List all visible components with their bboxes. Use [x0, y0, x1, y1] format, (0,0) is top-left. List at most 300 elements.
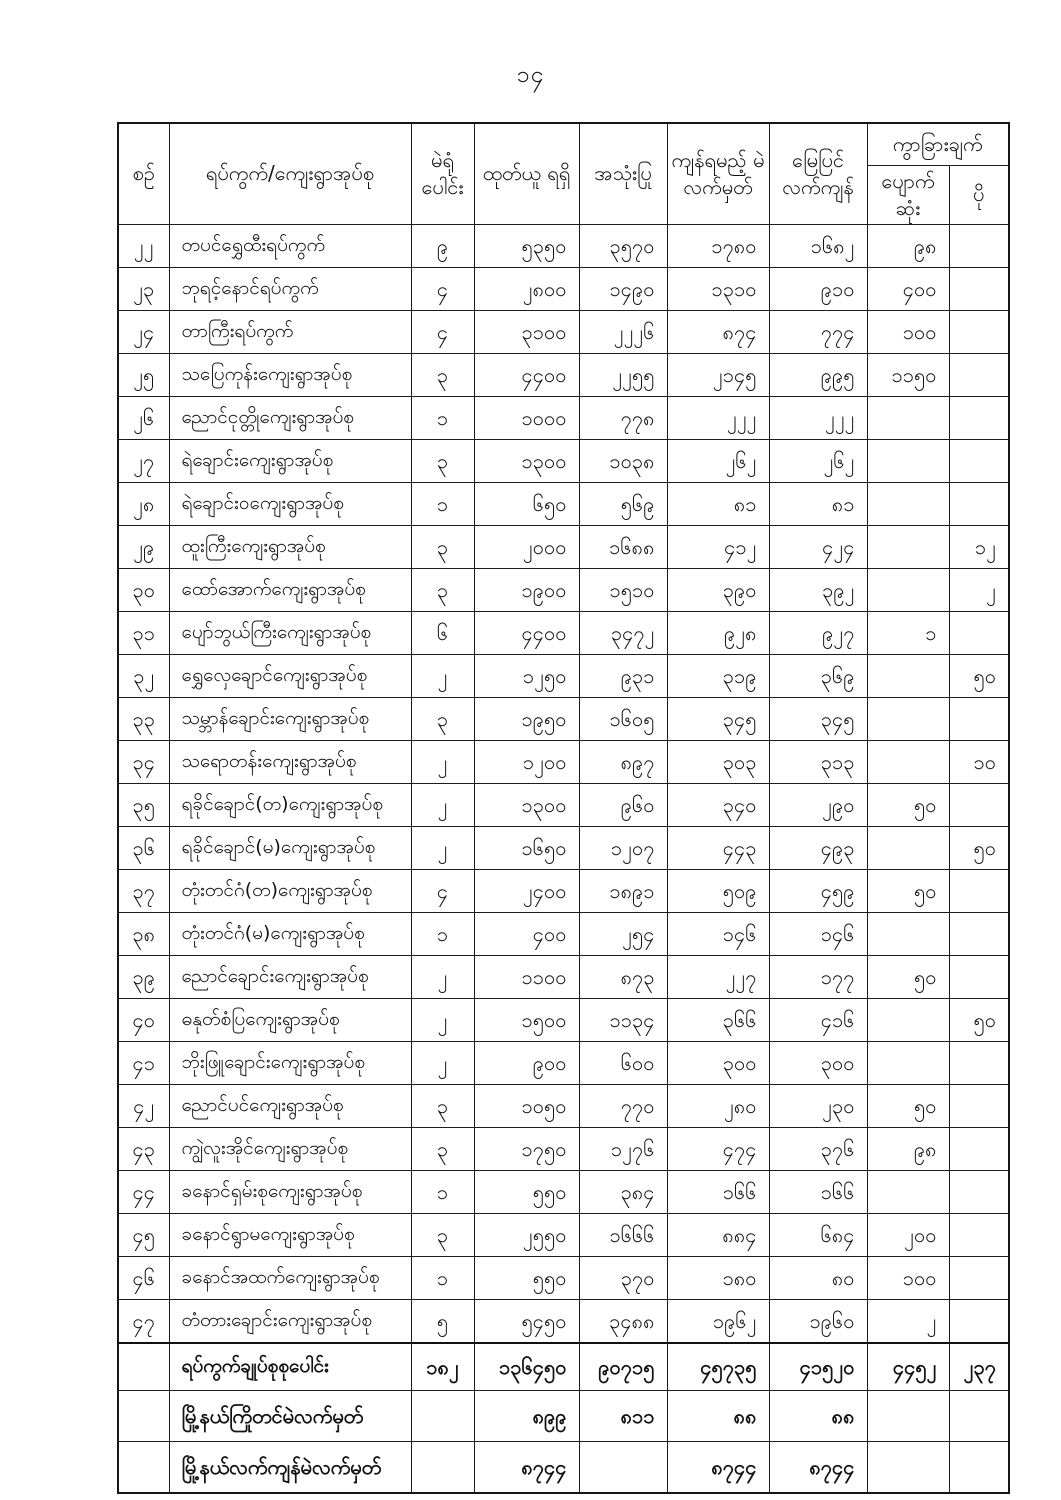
serial-cell: ၃၆ [118, 826, 169, 869]
header-stations: မဲရုံ ပေါင်း [411, 123, 474, 224]
ground-cell: ၆၈၄ [769, 1213, 867, 1256]
serial-cell [118, 1343, 169, 1391]
received-cell: ၁၂၀၀ [474, 740, 579, 783]
table-row [118, 1170, 1009, 1213]
extra-cell [949, 439, 1009, 482]
table-row [118, 1041, 1009, 1084]
lost-cell: ၁ [867, 611, 949, 654]
remaining-cell: ၈၇၄၄ [667, 1441, 769, 1493]
used-cell: ၃၇၀ [579, 1256, 667, 1299]
stations-cell: ၂ [411, 955, 474, 998]
table-row [118, 267, 1009, 310]
grand-total-row [118, 1343, 1009, 1391]
table-row [118, 439, 1009, 482]
received-cell: ၅၅၀ [474, 1170, 579, 1213]
table-row [118, 482, 1009, 525]
remaining-cell: ၁၇၈၀ [667, 224, 769, 267]
extra-cell: ၅၀ [949, 654, 1009, 697]
ballot-accounting-table [117, 122, 1010, 1494]
used-cell: ၁၅၁၀ [579, 568, 667, 611]
stations-cell: ၃ [411, 525, 474, 568]
lost-cell [867, 396, 949, 439]
name-cell: ရဲချောင်းဝကျေးရွာအုပ်စု [169, 482, 411, 525]
extra-cell: ၅၀ [949, 998, 1009, 1041]
used-cell: ၂၂၂၆ [579, 310, 667, 353]
lost-cell: ၅၀ [867, 783, 949, 826]
serial-cell: ၂၅ [118, 353, 169, 396]
lost-cell: ၉၈ [867, 224, 949, 267]
serial-cell: ၃၅ [118, 783, 169, 826]
remaining-cell: ၈၁ [667, 482, 769, 525]
extra-cell [949, 869, 1009, 912]
lost-cell: ၅၀ [867, 1084, 949, 1127]
header-difference-group: ကွာခြားချက် [867, 123, 1009, 165]
table-row [118, 869, 1009, 912]
name-cell: ညောင်ချောင်းကျေးရွာအုပ်စု [169, 955, 411, 998]
ground-cell: ၃၄၅ [769, 697, 867, 740]
remaining-cell: ၄၁၂ [667, 525, 769, 568]
table-row [118, 353, 1009, 396]
used-cell: ၈၇၃ [579, 955, 667, 998]
table-row [118, 568, 1009, 611]
lost-cell [867, 525, 949, 568]
extra-cell [949, 224, 1009, 267]
received-cell: ၂၈၀၀ [474, 267, 579, 310]
extra-cell [949, 353, 1009, 396]
extra-cell: ၅၀ [949, 826, 1009, 869]
received-cell: ၁၉၅၀ [474, 697, 579, 740]
name-cell: တပင်ရွှေထီးရပ်ကွက် [169, 224, 411, 267]
serial-cell: ၄၁ [118, 1041, 169, 1084]
township-summary-row [118, 1441, 1009, 1493]
remaining-cell: ၈၈ [667, 1390, 769, 1441]
extra-cell [949, 267, 1009, 310]
remaining-cell: ၃၀၀ [667, 1041, 769, 1084]
extra-cell [949, 955, 1009, 998]
used-cell: ၁၄၉၀ [579, 267, 667, 310]
table-row [118, 396, 1009, 439]
table-row [118, 525, 1009, 568]
ground-cell: ၁၆၆ [769, 1170, 867, 1213]
stations-cell: ၃ [411, 1213, 474, 1256]
lost-cell: ၉၈ [867, 1127, 949, 1170]
lost-cell [867, 439, 949, 482]
name-cell: ကျွဲလူးအိုင်ကျေးရွာအုပ်စု [169, 1127, 411, 1170]
remaining-cell: ၁၈၀ [667, 1256, 769, 1299]
stations-cell: ၂ [411, 998, 474, 1041]
ground-cell: ၃၀၀ [769, 1041, 867, 1084]
stations-cell: ၃ [411, 1127, 474, 1170]
remaining-cell: ၁၆၆ [667, 1170, 769, 1213]
remaining-cell: ၂၂၇ [667, 955, 769, 998]
ground-cell: ၉၂၇ [769, 611, 867, 654]
used-cell: ၇၇၈ [579, 396, 667, 439]
remaining-cell: ၂၁၄၅ [667, 353, 769, 396]
name-cell: သရောတန်းကျေးရွာအုပ်စု [169, 740, 411, 783]
remaining-cell: ၄၇၄ [667, 1127, 769, 1170]
extra-cell [949, 611, 1009, 654]
ground-cell: ၈၇၄၄ [769, 1441, 867, 1493]
serial-cell: ၄၆ [118, 1256, 169, 1299]
stations-cell: ၁ [411, 396, 474, 439]
ground-cell: ၄၉၃ [769, 826, 867, 869]
remaining-cell: ၁၄၆ [667, 912, 769, 955]
township-summary-row [118, 1390, 1009, 1441]
used-cell: ၉၀၇၁၅ [579, 1343, 667, 1391]
remaining-cell: ၈၈၄ [667, 1213, 769, 1256]
name-cell: ရွှေလှေချောင်ကျေးရွာအုပ်စု [169, 654, 411, 697]
lost-cell: ၁၁၅၀ [867, 353, 949, 396]
name-cell: မြို့နယ်ကြိုတင်မဲလက်မှတ် [169, 1390, 411, 1441]
ground-cell: ၈၁ [769, 482, 867, 525]
table-row [118, 783, 1009, 826]
remaining-cell: ၅၀၉ [667, 869, 769, 912]
extra-cell [949, 1041, 1009, 1084]
ground-cell: ၉၉၅ [769, 353, 867, 396]
lost-cell [867, 998, 949, 1041]
header-used: အသုံးပြု [579, 123, 667, 224]
stations-cell: ၉ [411, 224, 474, 267]
serial-cell: ၃၈ [118, 912, 169, 955]
serial-cell: ၂၇ [118, 439, 169, 482]
stations-cell: ၃ [411, 568, 474, 611]
stations-cell: ၂ [411, 783, 474, 826]
name-cell: ထူးကြီးကျေးရွာအုပ်စု [169, 525, 411, 568]
stations-cell: ၂ [411, 740, 474, 783]
stations-cell: ၂ [411, 654, 474, 697]
header-lost: ပျောက် ဆုံး [867, 165, 949, 224]
serial-cell: ၂၃ [118, 267, 169, 310]
used-cell: ၁၆၆၆ [579, 1213, 667, 1256]
used-cell: ၆၀၀ [579, 1041, 667, 1084]
used-cell: ၁၀၃၈ [579, 439, 667, 482]
name-cell: သပြေကုန်းကျေးရွာအုပ်စု [169, 353, 411, 396]
ground-cell: ၃၆၉ [769, 654, 867, 697]
name-cell: ရခိုင်ချောင်(မ)ကျေးရွာအုပ်စု [169, 826, 411, 869]
extra-cell: ၁၀ [949, 740, 1009, 783]
received-cell: ၁၆၅၀ [474, 826, 579, 869]
stations-cell: ၁ [411, 1170, 474, 1213]
received-cell: ၅၄၅၀ [474, 1299, 579, 1343]
ground-cell: ၇၇၄ [769, 310, 867, 353]
ground-cell: ၉၁၀ [769, 267, 867, 310]
received-cell: ၁၃၀၀ [474, 439, 579, 482]
extra-cell [949, 1441, 1009, 1493]
stations-cell [411, 1441, 474, 1493]
lost-cell: ၅၀ [867, 955, 949, 998]
used-cell: ၃၄၈၈ [579, 1299, 667, 1343]
lost-cell: ၄၀၀ [867, 267, 949, 310]
table-row [118, 697, 1009, 740]
table-row [118, 224, 1009, 267]
ground-cell: ၂၉၀ [769, 783, 867, 826]
used-cell: ၁၆၈၈ [579, 525, 667, 568]
extra-cell [949, 1084, 1009, 1127]
lost-cell: ၁၀၀ [867, 1256, 949, 1299]
remaining-cell: ၃၁၉ [667, 654, 769, 697]
table-row [118, 955, 1009, 998]
page-number: ၁၄ [516, 62, 545, 88]
name-cell: ထော်အောက်ကျေးရွာအုပ်စု [169, 568, 411, 611]
name-cell: ဘိုးဖြူချောင်းကျေးရွာအုပ်စု [169, 1041, 411, 1084]
stations-cell: ၁၈၂ [411, 1343, 474, 1391]
serial-cell: ၄၅ [118, 1213, 169, 1256]
stations-cell: ၃ [411, 1084, 474, 1127]
table-row [118, 912, 1009, 955]
remaining-cell: ၈၇၄ [667, 310, 769, 353]
header-extra: ပို [949, 165, 1009, 224]
name-cell: တုံးတင်ဂံ(မ)ကျေးရွာအုပ်စု [169, 912, 411, 955]
lost-cell: ၁၀၀ [867, 310, 949, 353]
used-cell: ၉၃၁ [579, 654, 667, 697]
serial-cell: ၄၃ [118, 1127, 169, 1170]
extra-cell [949, 912, 1009, 955]
name-cell: တာကြီးရပ်ကွက် [169, 310, 411, 353]
name-cell: ရခိုင်ချောင်(တ)ကျေးရွာအုပ်စု [169, 783, 411, 826]
stations-cell: ၆ [411, 611, 474, 654]
serial-cell: ၂၂ [118, 224, 169, 267]
ground-cell: ၂၃၀ [769, 1084, 867, 1127]
name-cell: ဘုရင့်နောင်ရပ်ကွက် [169, 267, 411, 310]
used-cell: ၁၂၇၆ [579, 1127, 667, 1170]
ground-cell: ၄၂၄ [769, 525, 867, 568]
used-cell [579, 1441, 667, 1493]
remaining-cell: ၃၀၃ [667, 740, 769, 783]
remaining-cell: ၂၂၂ [667, 396, 769, 439]
lost-cell [867, 482, 949, 525]
stations-cell: ၃ [411, 353, 474, 396]
lost-cell [867, 1170, 949, 1213]
stations-cell [411, 1390, 474, 1441]
table-row [118, 1213, 1009, 1256]
ground-cell: ၄၁၆ [769, 998, 867, 1041]
remaining-cell: ၂၈၀ [667, 1084, 769, 1127]
received-cell: ၁၀၅၀ [474, 1084, 579, 1127]
table-row [118, 1084, 1009, 1127]
ground-cell: ၁၉၆၀ [769, 1299, 867, 1343]
used-cell: ၃၄၇၂ [579, 611, 667, 654]
used-cell: ၁၂၀၇ [579, 826, 667, 869]
serial-cell: ၂၆ [118, 396, 169, 439]
lost-cell: ၂ [867, 1299, 949, 1343]
extra-cell [949, 1299, 1009, 1343]
ground-cell: ၈၈ [769, 1390, 867, 1441]
table-row [118, 826, 1009, 869]
used-cell: ၂၂၅၅ [579, 353, 667, 396]
received-cell: ၄၄၀၀ [474, 611, 579, 654]
received-cell: ၃၁၀၀ [474, 310, 579, 353]
serial-cell: ၄၇ [118, 1299, 169, 1343]
serial-cell: ၃၉ [118, 955, 169, 998]
received-cell: ၁၇၅၀ [474, 1127, 579, 1170]
name-cell: မြို့နယ်လက်ကျန်မဲလက်မှတ် [169, 1441, 411, 1493]
name-cell: ခနောင်အထက်ကျေးရွာအုပ်စု [169, 1256, 411, 1299]
used-cell: ၁၆၀၅ [579, 697, 667, 740]
extra-cell [949, 396, 1009, 439]
received-cell: ၁၅၀၀ [474, 998, 579, 1041]
table-row [118, 1127, 1009, 1170]
received-cell: ၆၅၀ [474, 482, 579, 525]
ground-cell: ၄၁၅၂၀ [769, 1343, 867, 1391]
remaining-cell: ၁၉၆၂ [667, 1299, 769, 1343]
remaining-cell: ၃၆၆ [667, 998, 769, 1041]
ground-cell: ၁၄၆ [769, 912, 867, 955]
received-cell: ၁၁၀၀ [474, 955, 579, 998]
serial-cell: ၃၂ [118, 654, 169, 697]
used-cell: ၃၅၇၀ [579, 224, 667, 267]
extra-cell [949, 697, 1009, 740]
name-cell: တံတားချောင်းကျေးရွာအုပ်စု [169, 1299, 411, 1343]
serial-cell: ၃၄ [118, 740, 169, 783]
extra-cell: ၂၃၇ [949, 1343, 1009, 1391]
used-cell: ၉၆၀ [579, 783, 667, 826]
table-row [118, 740, 1009, 783]
lost-cell [867, 1041, 949, 1084]
stations-cell: ၁ [411, 1256, 474, 1299]
lost-cell [867, 912, 949, 955]
remaining-cell: ၉၂၈ [667, 611, 769, 654]
name-cell: တုံးတင်ဂံ(တ)ကျေးရွာအုပ်စု [169, 869, 411, 912]
received-cell: ၈၉၉ [474, 1390, 579, 1441]
remaining-cell: ၄၄၃ [667, 826, 769, 869]
received-cell: ၄၄၀၀ [474, 353, 579, 396]
lost-cell [867, 1441, 949, 1493]
received-cell: ၁၉၀၀ [474, 568, 579, 611]
serial-cell: ၃၁ [118, 611, 169, 654]
table-row [118, 654, 1009, 697]
name-cell: သမ္ဘာန်ချောင်းကျေးရွာအုပ်စု [169, 697, 411, 740]
name-cell: ညောင်ပင်ကျေးရွာအုပ်စု [169, 1084, 411, 1127]
used-cell: ၈၁၁ [579, 1390, 667, 1441]
lost-cell [867, 1390, 949, 1441]
name-cell: ရဲချောင်းကျေးရွာအုပ်စု [169, 439, 411, 482]
serial-cell: ၄၂ [118, 1084, 169, 1127]
lost-cell [867, 568, 949, 611]
header-ground: မြေပြင် လက်ကျန် [769, 123, 867, 224]
used-cell: ၁၈၉၁ [579, 869, 667, 912]
stations-cell: ၄ [411, 310, 474, 353]
serial-cell: ၄၀ [118, 998, 169, 1041]
lost-cell [867, 826, 949, 869]
ground-cell: ၂၆၂ [769, 439, 867, 482]
remaining-cell: ၂၆၂ [667, 439, 769, 482]
stations-cell: ၅ [411, 1299, 474, 1343]
used-cell: ၂၅၄ [579, 912, 667, 955]
received-cell: ၂၅၅၀ [474, 1213, 579, 1256]
header-serial: စဉ် [118, 123, 169, 224]
stations-cell: ၁ [411, 912, 474, 955]
stations-cell: ၄ [411, 267, 474, 310]
name-cell: ဓနုတ်စံပြကျေးရွာအုပ်စု [169, 998, 411, 1041]
lost-cell: ၂၀၀ [867, 1213, 949, 1256]
received-cell: ၁၀၀၀ [474, 396, 579, 439]
name-cell: ပျော်ဘွယ်ကြီးကျေးရွာအုပ်စု [169, 611, 411, 654]
serial-cell: ၂၈ [118, 482, 169, 525]
extra-cell: ၂ [949, 568, 1009, 611]
serial-cell [118, 1441, 169, 1493]
ground-cell: ၃၉၂ [769, 568, 867, 611]
serial-cell: ၃၇ [118, 869, 169, 912]
extra-cell [949, 1213, 1009, 1256]
received-cell: ၂၀၀၀ [474, 525, 579, 568]
stations-cell: ၁ [411, 482, 474, 525]
extra-cell [949, 1127, 1009, 1170]
stations-cell: ၃ [411, 439, 474, 482]
table-header [118, 123, 1009, 224]
serial-cell: ၄၄ [118, 1170, 169, 1213]
serial-cell: ၃၃ [118, 697, 169, 740]
stations-cell: ၃ [411, 697, 474, 740]
name-cell: ရပ်ကွက်ချုပ်စုစုပေါင်း [169, 1343, 411, 1391]
stations-cell: ၂ [411, 826, 474, 869]
received-cell: ၅၅၀ [474, 1256, 579, 1299]
extra-cell [949, 1170, 1009, 1213]
used-cell: ၈၉၇ [579, 740, 667, 783]
remaining-cell: ၁၃၁၀ [667, 267, 769, 310]
table-row [118, 1256, 1009, 1299]
serial-cell: ၂၉ [118, 525, 169, 568]
received-cell: ၈၇၄၄ [474, 1441, 579, 1493]
lost-cell [867, 740, 949, 783]
ground-cell: ၂၂၂ [769, 396, 867, 439]
remaining-cell: ၄၅၇၃၅ [667, 1343, 769, 1391]
used-cell: ၅၆၉ [579, 482, 667, 525]
lost-cell: ၅၀ [867, 869, 949, 912]
header-ward-name: ရပ်ကွက်/ကျေးရွာအုပ်စု [169, 123, 411, 224]
table-row [118, 998, 1009, 1041]
lost-cell [867, 697, 949, 740]
received-cell: ၅၃၅၀ [474, 224, 579, 267]
received-cell: ၂၄၀၀ [474, 869, 579, 912]
remaining-cell: ၃၄၅ [667, 697, 769, 740]
table-row [118, 611, 1009, 654]
serial-cell: ၃၀ [118, 568, 169, 611]
received-cell: ၄၀၀ [474, 912, 579, 955]
serial-cell: ၂၄ [118, 310, 169, 353]
name-cell: ညောင်ငုတ္တိုကျေးရွာအုပ်စု [169, 396, 411, 439]
received-cell: ၁၂၅၀ [474, 654, 579, 697]
extra-cell [949, 783, 1009, 826]
ground-cell: ၃၇၆ [769, 1127, 867, 1170]
ground-cell: ၃၁၃ [769, 740, 867, 783]
ground-cell: ၁၆၈၂ [769, 224, 867, 267]
ground-cell: ၈၀ [769, 1256, 867, 1299]
serial-cell [118, 1390, 169, 1441]
used-cell: ၁၁၃၄ [579, 998, 667, 1041]
extra-cell [949, 1390, 1009, 1441]
extra-cell [949, 482, 1009, 525]
lost-cell: ၄၄၅၂ [867, 1343, 949, 1391]
remaining-cell: ၃၄၀ [667, 783, 769, 826]
received-cell: ၉၀၀ [474, 1041, 579, 1084]
ground-cell: ၄၅၉ [769, 869, 867, 912]
table-row [118, 1299, 1009, 1343]
used-cell: ၇၇၀ [579, 1084, 667, 1127]
remaining-cell: ၃၉၀ [667, 568, 769, 611]
stations-cell: ၄ [411, 869, 474, 912]
table-body [118, 224, 1009, 1493]
lost-cell [867, 654, 949, 697]
header-received: ထုတ်ယူ ရရှိ [474, 123, 579, 224]
stations-cell: ၂ [411, 1041, 474, 1084]
received-cell: ၁၃၀၀ [474, 783, 579, 826]
extra-cell [949, 1256, 1009, 1299]
name-cell: ခနောင်ရှမ်းစုကျေးရွာအုပ်စု [169, 1170, 411, 1213]
used-cell: ၃၈၄ [579, 1170, 667, 1213]
header-remaining: ကျန်ရမည့် မဲလက်မှတ် [667, 123, 769, 224]
extra-cell [949, 310, 1009, 353]
extra-cell: ၁၂ [949, 525, 1009, 568]
